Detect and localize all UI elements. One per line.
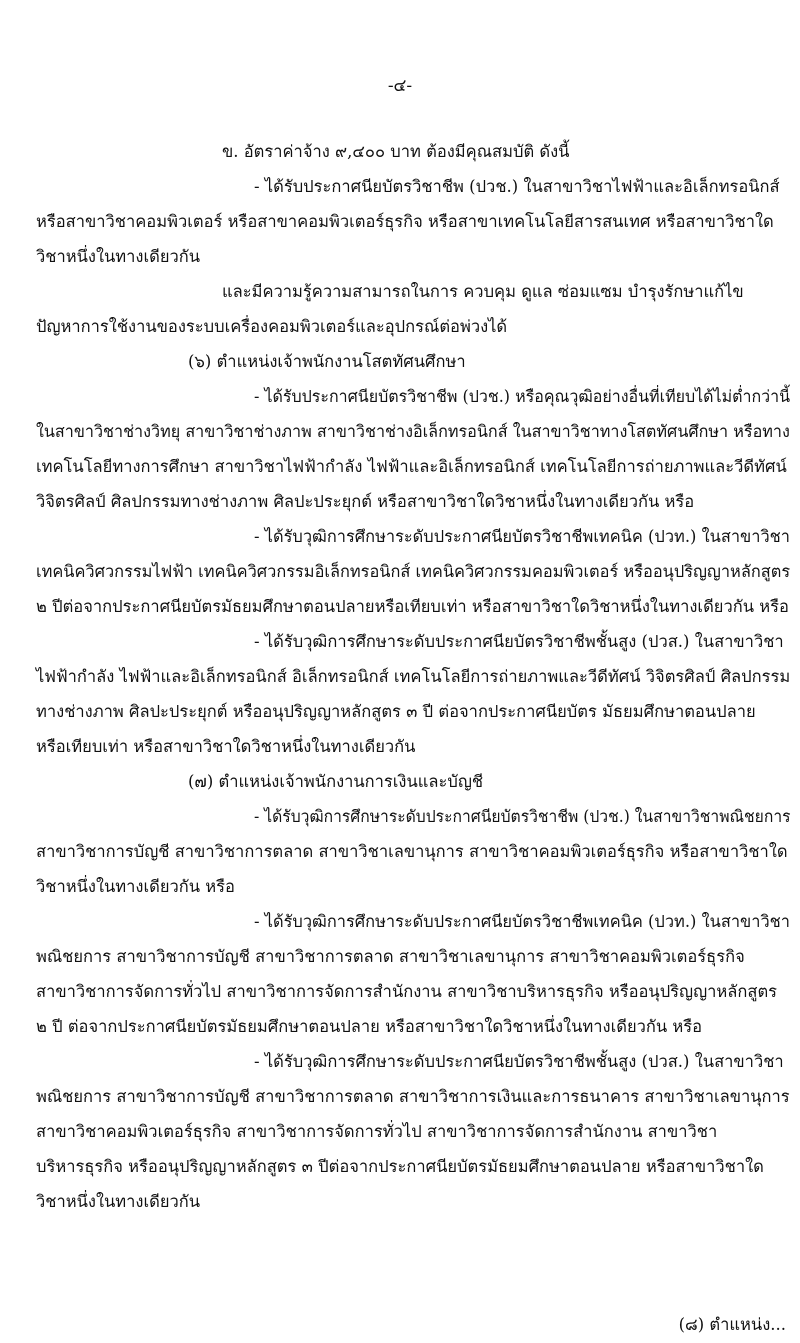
paragraph-line: สาขาวิชาการบัญชี สาขาวิชาการตลาด สาขาวิชาเลขานุการ สาขาวิชาคอมพิวเตอร์ธุรกิจ หรือสาขาวิชาใด xyxy=(36,842,788,861)
paragraph-line: สาขาวิชาคอมพิวเตอร์ธุรกิจ สาขาวิชาการจัดการทั่วไป สาขาวิชาการจัดการสำนักงาน สาขาวิชา xyxy=(36,1122,718,1141)
paragraph-line: ปัญหาการใช้งานของระบบเครื่องคอมพิวเตอร์และอุปกรณ์ต่อพ่วงได้ xyxy=(36,317,508,336)
paragraph-line: หรือสาขาวิชาคอมพิวเตอร์ หรือสาขาคอมพิวเตอร์ธุรกิจ หรือสาขาเทคโนโลยีสารสนเทศ หรือสาขาวิชาใด xyxy=(36,212,774,231)
paragraph-line: ในสาขาวิชาช่างวิทยุ สาขาวิชาช่างภาพ สาขาวิชาช่างอิเล็กทรอนิกส์ ในสาขาวิชาทางโสตทัศนศึกษา หรือทาง xyxy=(36,422,790,441)
paragraph-line: - ได้รับวุฒิการศึกษาระดับประกาศนียบัตรวิชาชีพชั้นสูง (ปวส.) ในสาขาวิชา xyxy=(254,1052,784,1071)
paragraph-line: - ได้รับวุฒิการศึกษาระดับประกาศนียบัตรวิชาชีพชั้นสูง (ปวส.) ในสาขาวิชา xyxy=(254,632,784,651)
paragraph-line: วิชาหนึ่งในทางเดียวกัน xyxy=(36,1192,201,1211)
paragraph-line: - ได้รับวุฒิการศึกษาระดับประกาศนียบัตรวิชาชีพเทคนิค (ปวท.) ในสาขาวิชา xyxy=(254,912,790,931)
paragraph-line: ๒ ปีต่อจากประกาศนียบัตรมัธยมศึกษาตอนปลายหรือเทียบเท่า หรือสาขาวิชาใดวิชาหนึ่งในทางเดียวกัน หรือ xyxy=(36,597,789,616)
paragraph-line: เทคนิควิศวกรรมไฟฟ้า เทคนิควิศวกรรมอิเล็กทรอนิกส์ เทคนิควิศวกรรมคอมพิวเตอร์ หรืออนุปริญญาหลักสูตร xyxy=(36,562,791,581)
paragraph-line: พณิชยการ สาขาวิชาการบัญชี สาขาวิชาการตลาด สาขาวิชาเลขานุการ สาขาวิชาคอมพิวเตอร์ธุรกิจ xyxy=(36,947,745,966)
position-6-heading: (๖) ตำแหน่งเจ้าพนักงานโสตทัศนศึกษา xyxy=(188,352,466,371)
paragraph-line: ไฟฟ้ากำลัง ไฟฟ้าและอิเล็กทรอนิกส์ อิเล็กทรอนิกส์ เทคโนโลยีการถ่ายภาพและวีดีทัศน์ วิจิตรศิลป์ ศิลปกรรม xyxy=(36,667,791,686)
paragraph-line: - ได้รับประกาศนียบัตรวิชาชีพ (ปวช.) ในสาขาวิชาไฟฟ้าและอิเล็กทรอนิกส์ xyxy=(254,177,780,196)
page-number: -๔- xyxy=(387,76,413,96)
paragraph-line: วิชาหนึ่งในทางเดียวกัน xyxy=(36,247,201,266)
paragraph-line: วิชาหนึ่งในทางเดียวกัน หรือ xyxy=(36,877,235,896)
paragraph-line: - ได้รับวุฒิการศึกษาระดับประกาศนียบัตรวิชาชีพเทคนิค (ปวท.) ในสาขาวิชา xyxy=(254,527,790,546)
paragraph-line: สาขาวิชาการจัดการทั่วไป สาขาวิชาการจัดการสำนักงาน สาขาวิชาบริหารธุรกิจ หรืออนุปริญญาหลักสูตร xyxy=(36,982,778,1001)
paragraph-line: บริหารธุรกิจ หรืออนุปริญญาหลักสูตร ๓ ปีต่อจากประกาศนียบัตรมัธยมศึกษาตอนปลาย หรือสาขาวิชาใด xyxy=(36,1157,764,1176)
paragraph-line: และมีความรู้ความสามารถในการ ควบคุม ดูแล ซ่อมแซม บำรุงรักษาแก้ไข xyxy=(222,282,744,301)
paragraph-line: ทางช่างภาพ ศิลปะประยุกต์ หรืออนุปริญญาหลักสูตร ๓ ปี ต่อจากประกาศนียบัตร มัธยมศึกษาตอนปลาย xyxy=(36,702,756,721)
paragraph-line: ๒ ปี ต่อจากประกาศนียบัตรมัธยมศึกษาตอนปลาย หรือสาขาวิชาใดวิชาหนึ่งในทางเดียวกัน หรือ xyxy=(36,1017,703,1036)
paragraph-line: หรือเทียบเท่า หรือสาขาวิชาใดวิชาหนึ่งในทางเดียวกัน xyxy=(36,737,416,756)
paragraph-line: วิจิตรศิลป์ ศิลปกรรมทางช่างภาพ ศิลปะประยุกต์ หรือสาขาวิชาใดวิชาหนึ่งในทางเดียวกัน หรือ xyxy=(36,492,695,511)
section-b-heading: ข. อัตราค่าจ้าง ๙,๔๐๐ บาท ต้องมีคุณสมบัติ ดังนี้ xyxy=(222,142,570,161)
position-7-heading: (๗) ตำแหน่งเจ้าพนักงานการเงินและบัญชี xyxy=(188,772,484,791)
paragraph-line: พณิชยการ สาขาวิชาการบัญชี สาขาวิชาการตลาด สาขาวิชาการเงินและการธนาคาร สาขาวิชาเลขานุการ xyxy=(36,1087,790,1106)
continuation-note: (๘) ตำแหน่ง... xyxy=(678,1315,786,1334)
paragraph-line: - ได้รับประกาศนียบัตรวิชาชีพ (ปวช.) หรือคุณวุฒิอย่างอื่นที่เทียบได้ไม่ต่ำกว่านี้ xyxy=(254,387,791,406)
paragraph-line: เทคโนโลยีทางการศึกษา สาขาวิชาไฟฟ้ากำลัง ไฟฟ้าและอิเล็กทรอนิกส์ เทคโนโลยีการถ่ายภาพและวีดีทัศน์ xyxy=(36,457,787,476)
paragraph-line: - ได้รับวุฒิการศึกษาระดับประกาศนียบัตรวิชาชีพ (ปวช.) ในสาขาวิชาพณิชยการ xyxy=(254,807,791,826)
